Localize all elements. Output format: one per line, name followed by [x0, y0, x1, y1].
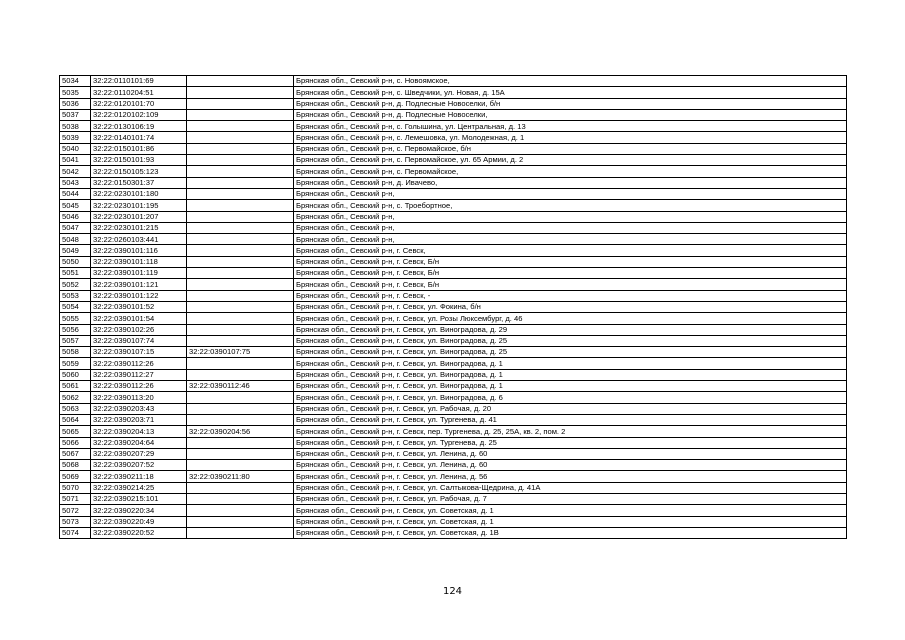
cadastral-number-cell: 32:22:0390101:116	[91, 245, 187, 256]
linked-cadastral-number-cell	[187, 87, 294, 98]
cadastral-number-cell: 32:22:0390101:121	[91, 279, 187, 290]
row-number-cell: 5056	[60, 324, 91, 335]
table-row	[60, 493, 847, 504]
cadastral-number-cell: 32:22:0110204:51	[91, 87, 187, 98]
linked-cadastral-number-cell	[187, 211, 294, 222]
row-number-cell: 5070	[60, 482, 91, 493]
cadastral-number-cell: 32:22:0110101:69	[91, 76, 187, 87]
address-cell: Брянская обл., Севский р-н, г. Севск, ул. Ленина, д. 56	[294, 471, 847, 482]
row-number-cell: 5055	[60, 313, 91, 324]
linked-cadastral-number-cell	[187, 143, 294, 154]
cadastral-number-cell: 32:22:0390112:26	[91, 358, 187, 369]
cadastral-number-cell: 32:22:0390101:52	[91, 301, 187, 312]
address-cell: Брянская обл., Севский р-н, с. Первомайское, б/н	[294, 143, 847, 154]
address-cell: Брянская обл., Севский р-н, г. Севск, ул. Рабочая, д. 7	[294, 493, 847, 504]
cadastral-number-cell: 32:22:0130106:19	[91, 121, 187, 132]
table-row	[60, 505, 847, 516]
table-row	[60, 403, 847, 414]
linked-cadastral-number-cell	[187, 245, 294, 256]
linked-cadastral-number-cell	[187, 324, 294, 335]
linked-cadastral-number-cell	[187, 98, 294, 109]
row-number-cell: 5054	[60, 301, 91, 312]
table-row	[60, 98, 847, 109]
linked-cadastral-number-cell	[187, 155, 294, 166]
cadastral-number-cell: 32:22:0390203:71	[91, 414, 187, 425]
row-number-cell: 5073	[60, 516, 91, 527]
cadastral-number-cell: 32:22:0390101:54	[91, 313, 187, 324]
row-number-cell: 5036	[60, 98, 91, 109]
linked-cadastral-number-cell	[187, 516, 294, 527]
linked-cadastral-number-cell	[187, 414, 294, 425]
address-cell: Брянская обл., Севский р-н, с. Шведчики, ул. Новая, д. 15А	[294, 87, 847, 98]
linked-cadastral-number-cell	[187, 200, 294, 211]
cadastral-number-cell: 32:22:0390220:52	[91, 527, 187, 538]
linked-cadastral-number-cell	[187, 448, 294, 459]
cadastral-number-cell: 32:22:0390220:34	[91, 505, 187, 516]
row-number-cell: 5043	[60, 177, 91, 188]
cadastral-number-cell: 32:22:0390101:122	[91, 290, 187, 301]
registry-table-body	[60, 76, 847, 539]
address-cell: Брянская обл., Севский р-н, г. Севск, Б/н	[294, 268, 847, 279]
row-number-cell: 5065	[60, 426, 91, 437]
address-cell: Брянская обл., Севский р-н, г. Севск, ул. Советская, д. 1В	[294, 527, 847, 538]
linked-cadastral-number-cell: 32:22:0390204:56	[187, 426, 294, 437]
linked-cadastral-number-cell	[187, 290, 294, 301]
linked-cadastral-number-cell: 32:22:0390107:75	[187, 347, 294, 358]
row-number-cell: 5040	[60, 143, 91, 154]
address-cell: Брянская обл., Севский р-н, с. Первомайское,	[294, 166, 847, 177]
row-number-cell: 5044	[60, 188, 91, 199]
table-row	[60, 222, 847, 233]
table-row	[60, 460, 847, 471]
cadastral-number-cell: 32:22:0230101:207	[91, 211, 187, 222]
row-number-cell: 5072	[60, 505, 91, 516]
row-number-cell: 5058	[60, 347, 91, 358]
cadastral-number-cell: 32:22:0390211:18	[91, 471, 187, 482]
cadastral-number-cell: 32:22:0150101:86	[91, 143, 187, 154]
address-cell: Брянская обл., Севский р-н, г. Севск, ул. Виноградова, д. 1	[294, 369, 847, 380]
address-cell: Брянская обл., Севский р-н, г. Севск, Б/н	[294, 256, 847, 267]
row-number-cell: 5074	[60, 527, 91, 538]
cadastral-number-cell: 32:22:0120101:70	[91, 98, 187, 109]
linked-cadastral-number-cell	[187, 166, 294, 177]
linked-cadastral-number-cell	[187, 527, 294, 538]
linked-cadastral-number-cell	[187, 493, 294, 504]
table-row	[60, 381, 847, 392]
cadastral-number-cell: 32:22:0390107:15	[91, 347, 187, 358]
table-row	[60, 301, 847, 312]
table-row	[60, 426, 847, 437]
table-row	[60, 369, 847, 380]
linked-cadastral-number-cell	[187, 132, 294, 143]
linked-cadastral-number-cell	[187, 460, 294, 471]
address-cell: Брянская обл., Севский р-н, г. Севск, ул. Ленина, д. 60	[294, 460, 847, 471]
cadastral-number-cell: 32:22:0390207:29	[91, 448, 187, 459]
row-number-cell: 5059	[60, 358, 91, 369]
linked-cadastral-number-cell	[187, 403, 294, 414]
cadastral-number-cell: 32:22:0150101:93	[91, 155, 187, 166]
table-row	[60, 335, 847, 346]
address-cell: Брянская обл., Севский р-н, г. Севск, пер. Тургенева, д. 25, 25А, кв. 2, пом. 2	[294, 426, 847, 437]
cadastral-number-cell: 32:22:0140101:74	[91, 132, 187, 143]
cadastral-number-cell: 32:22:0390113:20	[91, 392, 187, 403]
address-cell: Брянская обл., Севский р-н,	[294, 188, 847, 199]
row-number-cell: 5060	[60, 369, 91, 380]
cadastral-number-cell: 32:22:0390101:118	[91, 256, 187, 267]
linked-cadastral-number-cell: 32:22:0390211:80	[187, 471, 294, 482]
linked-cadastral-number-cell	[187, 335, 294, 346]
linked-cadastral-number-cell	[187, 222, 294, 233]
row-number-cell: 5066	[60, 437, 91, 448]
page-number: 124	[442, 586, 463, 597]
address-cell: Брянская обл., Севский р-н, г. Севск, ул. Виноградова, д. 1	[294, 358, 847, 369]
cadastral-number-cell: 32:22:0230101:180	[91, 188, 187, 199]
cadastral-number-cell: 32:22:0150105:123	[91, 166, 187, 177]
table-row	[60, 87, 847, 98]
address-cell: Брянская обл., Севский р-н, г. Севск, ул. Виноградова, д. 25	[294, 347, 847, 358]
table-row	[60, 392, 847, 403]
row-number-cell: 5048	[60, 234, 91, 245]
linked-cadastral-number-cell	[187, 177, 294, 188]
address-cell: Брянская обл., Севский р-н, г. Севск, ул. Виноградова, д. 25	[294, 335, 847, 346]
table-row	[60, 109, 847, 120]
row-number-cell: 5038	[60, 121, 91, 132]
linked-cadastral-number-cell	[187, 109, 294, 120]
cadastral-number-cell: 32:22:0390214:25	[91, 482, 187, 493]
cadastral-number-cell: 32:22:0390207:52	[91, 460, 187, 471]
linked-cadastral-number-cell	[187, 279, 294, 290]
registry-table	[59, 75, 847, 539]
row-number-cell: 5053	[60, 290, 91, 301]
address-cell: Брянская обл., Севский р-н, г. Севск, ул. Фокина, б/н	[294, 301, 847, 312]
table-row	[60, 324, 847, 335]
cadastral-number-cell: 32:22:0390204:64	[91, 437, 187, 448]
cadastral-number-cell: 32:22:0390107:74	[91, 335, 187, 346]
row-number-cell: 5046	[60, 211, 91, 222]
address-cell: Брянская обл., Севский р-н,	[294, 211, 847, 222]
table-row	[60, 527, 847, 538]
linked-cadastral-number-cell	[187, 268, 294, 279]
table-row	[60, 471, 847, 482]
address-cell: Брянская обл., Севский р-н, г. Севск, ул. Салтыкова-Щедрина, д. 41А	[294, 482, 847, 493]
cadastral-number-cell: 32:22:0390204:13	[91, 426, 187, 437]
table-row	[60, 358, 847, 369]
row-number-cell: 5068	[60, 460, 91, 471]
cadastral-number-cell: 32:22:0120102:109	[91, 109, 187, 120]
table-row	[60, 200, 847, 211]
cadastral-number-cell: 32:22:0390220:49	[91, 516, 187, 527]
row-number-cell: 5057	[60, 335, 91, 346]
table-row	[60, 516, 847, 527]
row-number-cell: 5052	[60, 279, 91, 290]
row-number-cell: 5071	[60, 493, 91, 504]
row-number-cell: 5050	[60, 256, 91, 267]
linked-cadastral-number-cell	[187, 505, 294, 516]
address-cell: Брянская обл., Севский р-н, г. Севск, ул. Виноградова, д. 6	[294, 392, 847, 403]
table-row	[60, 245, 847, 256]
cadastral-number-cell: 32:22:0390101:119	[91, 268, 187, 279]
address-cell: Брянская обл., Севский р-н, г. Севск, ул. Розы Люксембург, д. 46	[294, 313, 847, 324]
address-cell: Брянская обл., Севский р-н, с. Троебортное,	[294, 200, 847, 211]
table-row	[60, 347, 847, 358]
address-cell: Брянская обл., Севский р-н, с. Новоямское,	[294, 76, 847, 87]
address-cell: Брянская обл., Севский р-н, г. Севск, -	[294, 290, 847, 301]
cadastral-number-cell: 32:22:0390203:43	[91, 403, 187, 414]
row-number-cell: 5037	[60, 109, 91, 120]
table-row	[60, 177, 847, 188]
cadastral-number-cell: 32:22:0230101:215	[91, 222, 187, 233]
cadastral-number-cell: 32:22:0390112:27	[91, 369, 187, 380]
address-cell: Брянская обл., Севский р-н,	[294, 222, 847, 233]
table-row	[60, 268, 847, 279]
linked-cadastral-number-cell	[187, 437, 294, 448]
row-number-cell: 5067	[60, 448, 91, 459]
table-row	[60, 166, 847, 177]
table-row	[60, 290, 847, 301]
address-cell: Брянская обл., Севский р-н, г. Севск, ул. Советская, д. 1	[294, 516, 847, 527]
table-row	[60, 132, 847, 143]
table-row	[60, 256, 847, 267]
linked-cadastral-number-cell	[187, 234, 294, 245]
address-cell: Брянская обл., Севский р-н, с. Первомайское, ул. 65 Армии, д. 2	[294, 155, 847, 166]
address-cell: Брянская обл., Севский р-н, г. Севск, ул. Рабочая, д. 20	[294, 403, 847, 414]
address-cell: Брянская обл., Севский р-н, д. Ивачево,	[294, 177, 847, 188]
linked-cadastral-number-cell	[187, 313, 294, 324]
cadastral-number-cell: 32:22:0390102:26	[91, 324, 187, 335]
row-number-cell: 5045	[60, 200, 91, 211]
address-cell: Брянская обл., Севский р-н, с. Голышина, ул. Центральная, д. 13	[294, 121, 847, 132]
cadastral-number-cell: 32:22:0390112:26	[91, 381, 187, 392]
address-cell: Брянская обл., Севский р-н, г. Севск, ул. Тургенева, д. 25	[294, 437, 847, 448]
table-row	[60, 143, 847, 154]
table-row	[60, 437, 847, 448]
row-number-cell: 5039	[60, 132, 91, 143]
table-row	[60, 313, 847, 324]
address-cell: Брянская обл., Севский р-н, с. Лемешовка, ул. Молодежная, д. 1	[294, 132, 847, 143]
cadastral-number-cell: 32:22:0260103:441	[91, 234, 187, 245]
table-row	[60, 155, 847, 166]
row-number-cell: 5042	[60, 166, 91, 177]
linked-cadastral-number-cell	[187, 369, 294, 380]
address-cell: Брянская обл., Севский р-н, г. Севск, ул. Виноградова, д. 29	[294, 324, 847, 335]
cadastral-number-cell: 32:22:0150301:37	[91, 177, 187, 188]
linked-cadastral-number-cell	[187, 482, 294, 493]
address-cell: Брянская обл., Севский р-н, д. Подлесные Новоселки, б/н	[294, 98, 847, 109]
address-cell: Брянская обл., Севский р-н, г. Севск, ул. Советская, д. 1	[294, 505, 847, 516]
row-number-cell: 5041	[60, 155, 91, 166]
row-number-cell: 5069	[60, 471, 91, 482]
address-cell: Брянская обл., Севский р-н, д. Подлесные Новоселки,	[294, 109, 847, 120]
linked-cadastral-number-cell: 32:22:0390112:46	[187, 381, 294, 392]
address-cell: Брянская обл., Севский р-н,	[294, 234, 847, 245]
linked-cadastral-number-cell	[187, 358, 294, 369]
table-row	[60, 121, 847, 132]
address-cell: Брянская обл., Севский р-н, г. Севск,	[294, 245, 847, 256]
table-row	[60, 414, 847, 425]
address-cell: Брянская обл., Севский р-н, г. Севск, ул. Тургенева, д. 41	[294, 414, 847, 425]
address-cell: Брянская обл., Севский р-н, г. Севск, ул. Виноградова, д. 1	[294, 381, 847, 392]
linked-cadastral-number-cell	[187, 121, 294, 132]
address-cell: Брянская обл., Севский р-н, г. Севск, Б/н	[294, 279, 847, 290]
row-number-cell: 5051	[60, 268, 91, 279]
table-row	[60, 279, 847, 290]
linked-cadastral-number-cell	[187, 188, 294, 199]
table-row	[60, 76, 847, 87]
cadastral-number-cell: 32:22:0230101:195	[91, 200, 187, 211]
row-number-cell: 5047	[60, 222, 91, 233]
address-cell: Брянская обл., Севский р-н, г. Севск, ул. Ленина, д. 60	[294, 448, 847, 459]
row-number-cell: 5063	[60, 403, 91, 414]
cadastral-number-cell: 32:22:0390215:101	[91, 493, 187, 504]
table-row	[60, 482, 847, 493]
table-row	[60, 234, 847, 245]
linked-cadastral-number-cell	[187, 301, 294, 312]
row-number-cell: 5062	[60, 392, 91, 403]
table-row	[60, 448, 847, 459]
linked-cadastral-number-cell	[187, 256, 294, 267]
linked-cadastral-number-cell	[187, 76, 294, 87]
row-number-cell: 5064	[60, 414, 91, 425]
row-number-cell: 5034	[60, 76, 91, 87]
row-number-cell: 5061	[60, 381, 91, 392]
linked-cadastral-number-cell	[187, 392, 294, 403]
row-number-cell: 5035	[60, 87, 91, 98]
row-number-cell: 5049	[60, 245, 91, 256]
table-row	[60, 211, 847, 222]
table-row	[60, 188, 847, 199]
